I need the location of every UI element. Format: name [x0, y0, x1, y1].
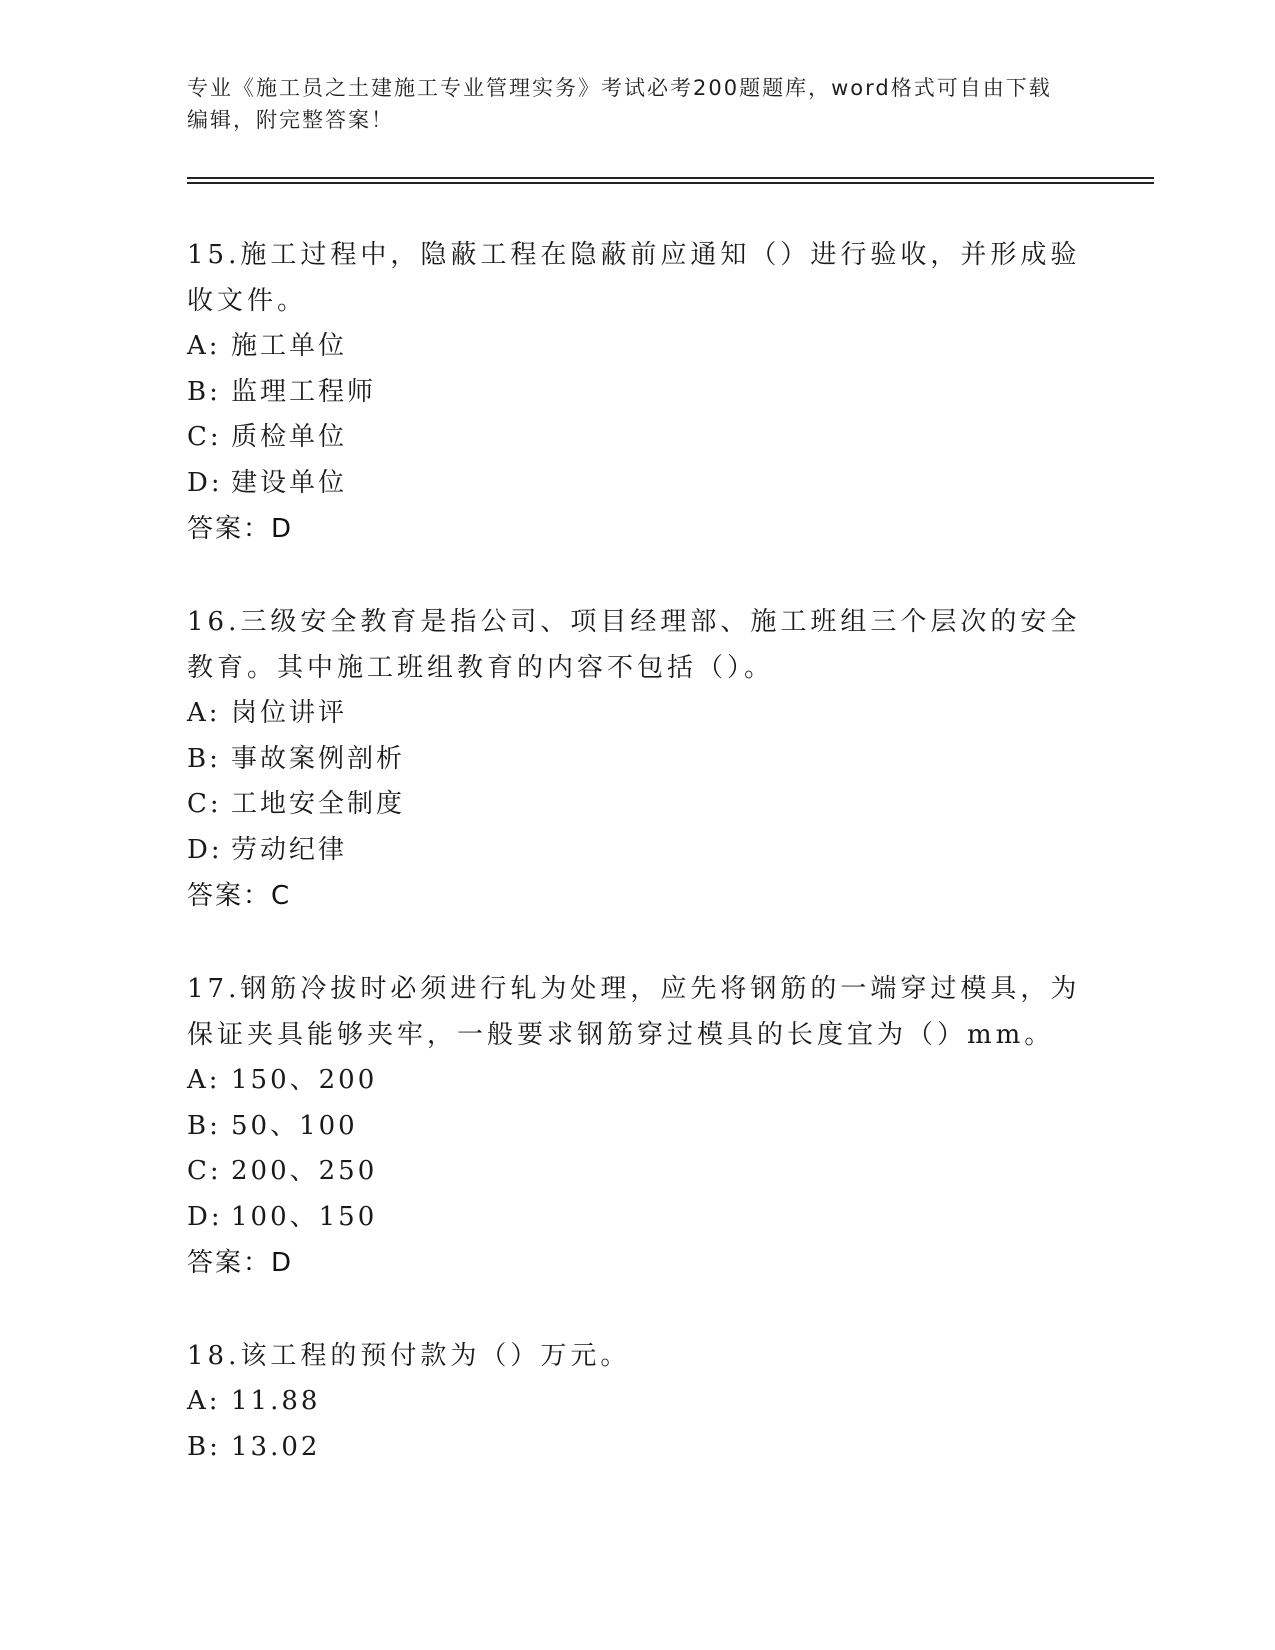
option-a [187, 691, 1087, 737]
option-a [187, 1058, 1087, 1104]
option-d [187, 828, 1087, 874]
header-divider-bottom [187, 182, 1154, 184]
document-header: 专业《施工员之土建施工专业管理实务》考试必考200题题库，word格式可自由下载编辑，附完整答案！ [187, 76, 1052, 132]
option-letter: A: [187, 1386, 221, 1416]
question-stem: 15.施工过程中，隐蔽工程在隐蔽前应通知（）进行验收，并形成验收文件。 [187, 240, 1081, 316]
question-stem: 17.钢筋冷拔时必须进行轧为处理，应先将钢筋的一端穿过模具，为保证夹具能够夹牢，一般要求钢筋穿过模具的长度宜为（）mm。 [187, 974, 1081, 1050]
question-list [187, 232, 1087, 1517]
option-letter: C: [187, 1156, 222, 1186]
option-b [187, 370, 1087, 416]
option-c [187, 782, 1087, 828]
option-text: 质检单位 [231, 422, 348, 452]
option-text: 施工单位 [231, 331, 348, 361]
option-text: 建设单位 [231, 467, 348, 498]
option-text: 50、100 [231, 1110, 358, 1141]
option-d [187, 1195, 1087, 1241]
option-letter: A: [187, 1065, 221, 1095]
option-c [187, 1149, 1087, 1195]
option-letter: C: [187, 789, 222, 819]
question-18 [187, 1333, 1087, 1470]
question-15 [187, 232, 1087, 552]
option-letter: D: [187, 834, 223, 865]
option-letter: C: [187, 422, 222, 452]
option-d [187, 461, 1087, 507]
option-a [187, 1379, 1087, 1425]
header-divider-top [187, 177, 1154, 179]
option-b [187, 1104, 1087, 1150]
option-text: 200、250 [231, 1156, 378, 1186]
option-letter: B: [187, 1110, 221, 1141]
option-letter: A: [187, 331, 221, 361]
answer-line: 答案：D [187, 514, 294, 544]
option-letter: B: [187, 743, 221, 774]
option-letter: B: [187, 1431, 221, 1462]
option-text: 11.88 [231, 1386, 321, 1416]
option-text: 劳动纪律 [231, 834, 348, 865]
option-letter: D: [187, 467, 223, 498]
question-17 [187, 966, 1087, 1286]
option-text: 事故案例剖析 [231, 743, 406, 774]
option-b [187, 737, 1087, 783]
answer-line: 答案：D [187, 1248, 294, 1278]
option-text: 监理工程师 [231, 376, 377, 407]
option-b [187, 1425, 1087, 1471]
option-letter: B: [187, 376, 221, 407]
option-text: 13.02 [231, 1431, 321, 1462]
question-stem: 16.三级安全教育是指公司、项目经理部、施工班组三个层次的安全教育。其中施工班组教育的内容不包括（）。 [187, 607, 1081, 683]
option-text: 100、150 [231, 1201, 378, 1232]
option-letter: D: [187, 1201, 223, 1232]
question-16 [187, 599, 1087, 919]
option-letter: A: [187, 698, 221, 728]
option-text: 工地安全制度 [231, 789, 406, 819]
option-a [187, 324, 1087, 370]
option-text: 岗位讲评 [231, 698, 348, 728]
option-text: 150、200 [231, 1065, 378, 1095]
option-c [187, 415, 1087, 461]
question-stem: 18.该工程的预付款为（）万元。 [187, 1341, 631, 1371]
answer-line: 答案：C [187, 881, 292, 911]
